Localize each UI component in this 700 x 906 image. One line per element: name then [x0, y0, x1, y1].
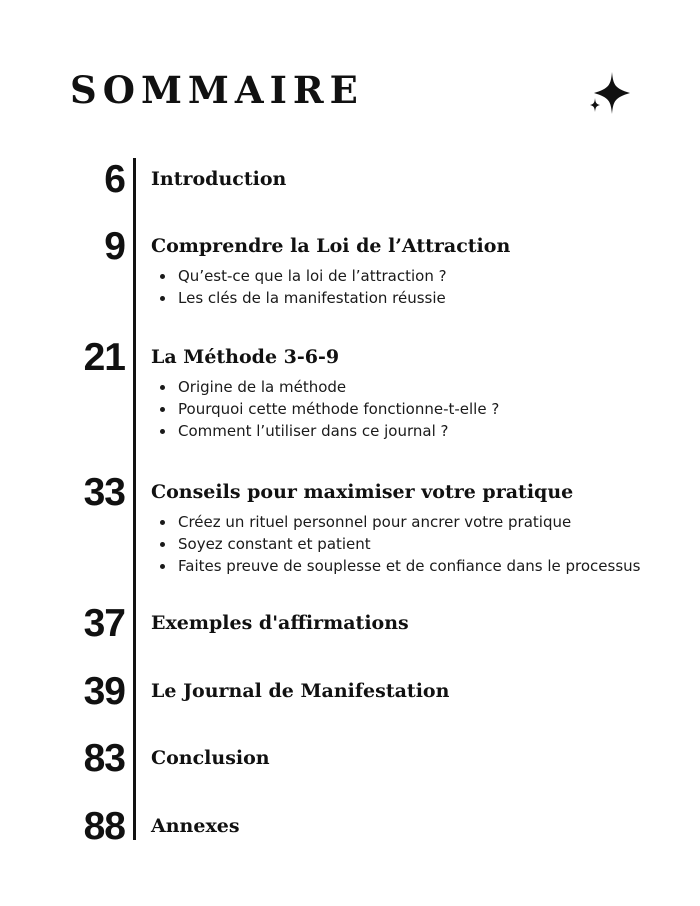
toc-subsection-item: Faites preuve de souplesse et de confiance dans le processus [158, 555, 640, 577]
toc-subsection-item: Les clés de la manifestation réussie [158, 287, 447, 309]
toc-entry-title: La Méthode 3-6-9 [151, 346, 340, 368]
toc-entry-title: Conseils pour maximiser votre pratique [151, 481, 574, 503]
toc-page-number: 6 [104, 158, 125, 201]
toc-entry-title: Annexes [151, 815, 240, 837]
toc-divider-line [133, 158, 136, 840]
toc-subsection-list [158, 376, 499, 442]
toc-subsection-item: Soyez constant et patient [158, 533, 640, 555]
toc-page-number: 83 [83, 737, 125, 780]
toc-page-number: 33 [83, 471, 125, 514]
toc-page-number: 39 [83, 670, 125, 713]
toc-page-number: 37 [83, 602, 125, 645]
toc-entry-title: Le Journal de Manifestation [151, 680, 450, 702]
page-title: SOMMAIRE [70, 68, 364, 112]
toc-entry-title: Conclusion [151, 747, 270, 769]
toc-entry-title: Introduction [151, 168, 287, 190]
toc-entry-title: Comprendre la Loi de l’Attraction [151, 235, 511, 257]
toc-subsection-item: Pourquoi cette méthode fonctionne-t-elle ? [158, 398, 499, 420]
toc-page-number: 9 [104, 225, 125, 268]
toc-subsection-item: Qu’est-ce que la loi de l’attraction ? [158, 265, 447, 287]
toc-subsection-list [158, 511, 640, 577]
toc-subsection-list [158, 265, 447, 309]
toc-subsection-item: Origine de la méthode [158, 376, 499, 398]
toc-page-number: 21 [83, 336, 125, 379]
sparkle-star-icon [584, 68, 636, 120]
toc-entry-title: Exemples d'affirmations [151, 612, 409, 634]
toc-subsection-item: Comment l’utiliser dans ce journal ? [158, 420, 499, 442]
toc-page-number: 88 [83, 805, 125, 848]
toc-subsection-item: Créez un rituel personnel pour ancrer votre pratique [158, 511, 640, 533]
